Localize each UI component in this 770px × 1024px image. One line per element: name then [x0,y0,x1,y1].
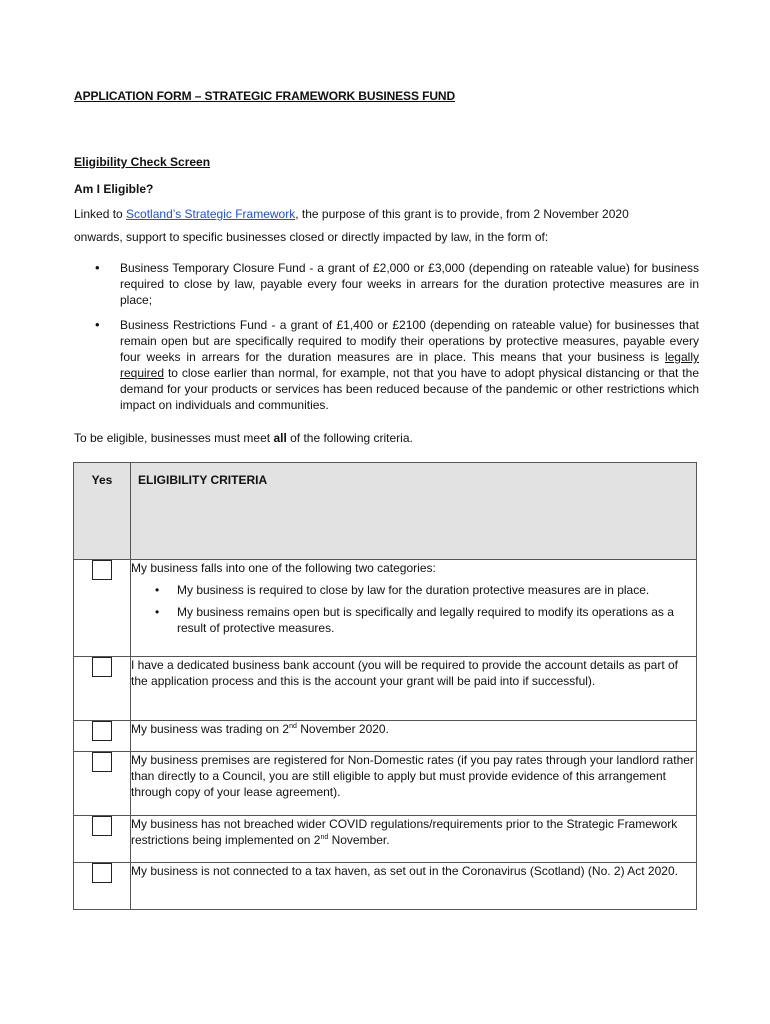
intro-prefix: Linked to [74,207,127,221]
criterion-text-cell [131,752,697,816]
checkbox-cell [74,752,131,816]
checkbox-cell [74,657,131,721]
table-row [74,721,697,752]
table-row [74,863,697,910]
criterion-subitem: • My business remains open but is specifically and legally required to modify its operations as a result of protective measures. [131,604,696,636]
section-heading: Eligibility Check Screen [74,155,211,169]
criterion-text: I have a dedicated business bank account (you will be required to provide the account details as part of the application process and this is the account your grant will be paid into if successful). [131,658,679,688]
criterion-text-cell [131,657,697,721]
criterion-text-b: November. [328,833,390,847]
table-row [74,752,697,816]
criteria-lead-bold: all [273,431,287,445]
criterion-checkbox-5[interactable] [92,816,112,836]
ordinal-suffix: nd [320,834,329,841]
checkbox-cell [74,816,131,863]
strategic-framework-link[interactable]: Scotland’s Strategic Framework [126,207,296,221]
criterion-checkbox-3[interactable] [92,721,112,741]
fund-restrictions-underlined: legally required [120,350,699,380]
criterion-text: My business is not connected to a tax haven, as set out in the Coronavirus (Scotland) (No. 2) Act 2020. [131,864,678,878]
header-yes: Yes [91,473,113,487]
criterion-text: My business premises are registered for Non-Domestic rates (if you pay rates through your landlord rather than directly to a Council, you are still eligible to apply but must provide evidence of this arrangement through copy of your lease agreement). [131,753,694,799]
criteria-lead [74,431,413,445]
criterion-text-cell [131,816,697,863]
criteria-lead-after: of the following criteria. [286,431,413,445]
criterion-subitem: • My business is required to close by law for the duration protective measures are in place. [131,582,696,598]
criterion-checkbox-6[interactable] [92,863,112,883]
fund-item-restrictions [95,317,699,413]
criteria-lead-before: To be eligible, businesses must meet [74,431,274,445]
header-yes-cell [74,463,131,560]
table-row [74,657,697,721]
form-title: APPLICATION FORM – STRATEGIC FRAMEWORK BUSINESS FUND [74,89,456,103]
criterion-checkbox-1[interactable] [92,560,112,580]
checkbox-cell [74,721,131,752]
fund-restrictions-text-b: to close earlier than normal, for example, not that you have to adopt physical distancing or that the demand for your products or services has been reduced because of the pandemic or other restrictions which impact on individuals and communities. [120,366,699,412]
fund-list [95,260,699,422]
table-row [74,560,697,657]
criterion-text-cell [131,560,697,657]
criterion-text-cell [131,863,697,910]
checkbox-cell [74,863,131,910]
criterion-text: My business falls into one of the following two categories: [131,561,436,575]
intro-suffix: , the purpose of this grant is to provide, from 2 November 2020 onwards, support to specific businesses closed or directly impacted by law, in the form of: [74,207,629,244]
eligibility-question: Am I Eligible? [74,182,154,196]
fund-item-closure: • Business Temporary Closure Fund - a grant of £2,000 or £3,000 (depending on rateable value) for business required to close by law, payable every four weeks in arrears for the duration protective measures are in place; [95,260,699,308]
eligibility-table [73,462,697,910]
fund-restrictions-text-a: Business Restrictions Fund - a grant of £1,400 or £2100 (depending on rateable value) for businesses that remain open but are specifically required to modify their operations by protective measures, payable every four weeks in arrears for the duration measures are in place. This means that your business is [120,318,699,364]
table-header-row [74,463,697,560]
criterion-text-a: My business was trading on 2 [131,722,290,736]
intro-paragraph [74,203,674,249]
criterion-checkbox-2[interactable] [92,657,112,677]
criterion-sublist [131,582,696,636]
criterion-text-cell [131,721,697,752]
criterion-text-a: My business has not breached wider COVID regulations/requirements prior to the Strategic Framework restrictions being implemented on 2 [131,817,678,847]
criterion-checkbox-4[interactable] [92,752,112,772]
criterion-text-b: November 2020. [296,722,389,736]
table-row [74,816,697,863]
checkbox-cell [74,560,131,657]
header-criteria-cell [131,463,697,560]
header-criteria: ELIGIBILITY CRITERIA [138,473,268,487]
ordinal-suffix: nd [289,723,297,730]
